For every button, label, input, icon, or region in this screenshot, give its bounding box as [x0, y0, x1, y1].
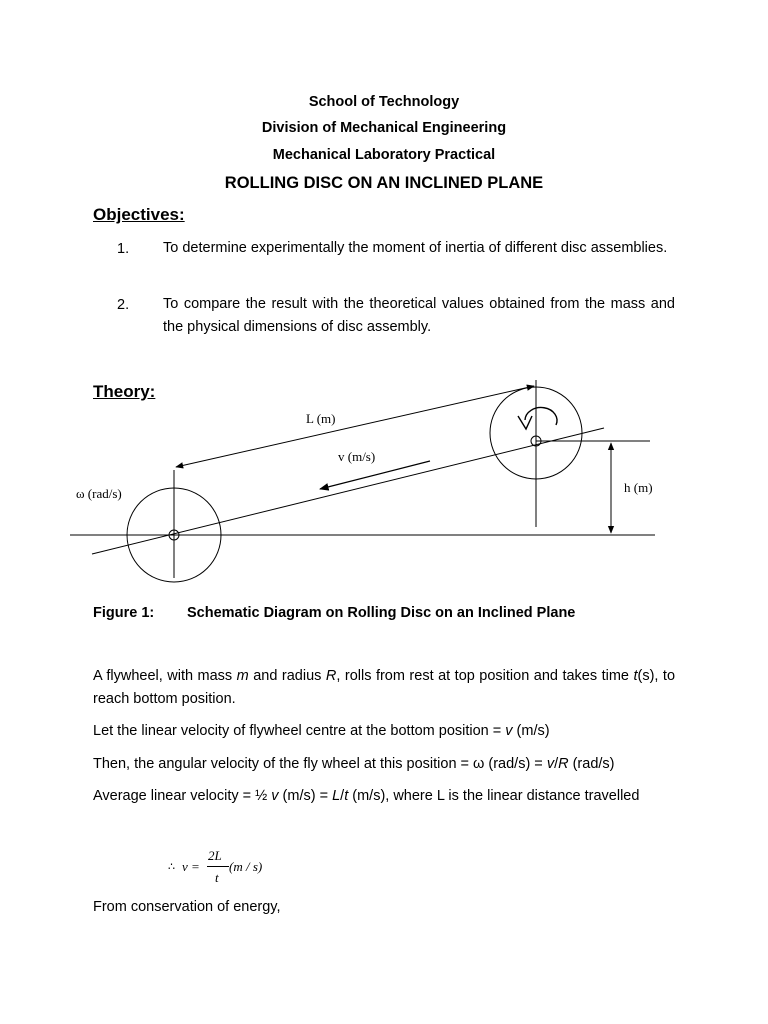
p3-radius-symbol: R [558, 756, 569, 772]
theory-heading: Theory: [93, 382, 156, 401]
p3-velocity-symbol: v [546, 756, 555, 772]
p3-text-b: (rad/s) [568, 756, 615, 772]
p1-text-c: , rolls from rest at top position and takes time [336, 668, 634, 684]
p4-slash: / [340, 788, 345, 804]
height-label: h (m) [624, 480, 653, 495]
rotation-arrow-icon [518, 408, 557, 429]
figure-caption-text: Schematic Diagram on Rolling Disc on an Inclined Plane [187, 605, 576, 621]
equation-unit: (m / s) [229, 859, 263, 874]
fraction-bar [207, 866, 229, 867]
objective-1-number: 1. [117, 241, 130, 257]
p1-text-b: and radius [248, 668, 326, 684]
p4-text-a: Average linear velocity = ½ [93, 788, 272, 804]
therefore-symbol: ∴ [168, 861, 175, 873]
document-title: ROLLING DISC ON AN INCLINED PLANE [224, 174, 544, 192]
p1-time-symbol: t [633, 668, 638, 684]
p3-slash: / [554, 756, 559, 772]
conservation-statement: From conservation of energy, [93, 899, 281, 915]
p1-text-a: A flywheel, with mass [93, 668, 237, 684]
equation-denominator: t [215, 870, 219, 885]
linear-velocity-statement [93, 720, 675, 743]
school-name: School of Technology [308, 94, 460, 110]
p2-velocity-symbol: v [505, 723, 513, 739]
length-label: L (m) [306, 411, 336, 426]
angular-velocity-statement [93, 753, 675, 776]
p4-time-symbol: t [344, 788, 349, 804]
flywheel-description [93, 665, 675, 711]
p4-length-symbol: L [332, 788, 341, 804]
angular-velocity-label: ω (rad/s) [76, 486, 122, 501]
equation-lhs: v = [182, 859, 200, 874]
p2-text-a: Let the linear velocity of flywheel centre at the bottom position = [93, 723, 506, 739]
p4-text-c: (m/s), where L is the linear distance travelled [348, 788, 640, 804]
objectives-heading: Objectives: [93, 205, 185, 224]
p1-text-d: (s), to reach bottom position. [93, 668, 676, 707]
objective-1-text: To determine experimentally the moment of inertia of different disc assemblies. [163, 240, 668, 256]
p4-text-b: (m/s) = [278, 788, 333, 804]
p4-velocity-symbol: v [271, 788, 279, 804]
objective-2-text: To compare the result with the theoretical values obtained from the mass and the physical dimensions of disc assembly. [163, 296, 675, 335]
division-name: Division of Mechanical Engineering [261, 120, 507, 136]
p2-text-b: (m/s) [512, 723, 550, 739]
p1-mass-symbol: m [236, 668, 249, 684]
p3-text-a: Then, the angular velocity of the fly wheel at this position = ω (rad/s) = [93, 756, 547, 772]
velocity-equation [168, 848, 288, 890]
velocity-label: v (m/s) [338, 449, 376, 464]
p1-radius-symbol: R [325, 668, 337, 684]
equation-numerator: 2L [208, 848, 222, 863]
figure-caption-number: Figure 1: [93, 605, 155, 621]
course-name: Mechanical Laboratory Practical [272, 147, 496, 163]
average-velocity-statement [93, 785, 675, 808]
objective-2-number: 2. [117, 297, 130, 313]
